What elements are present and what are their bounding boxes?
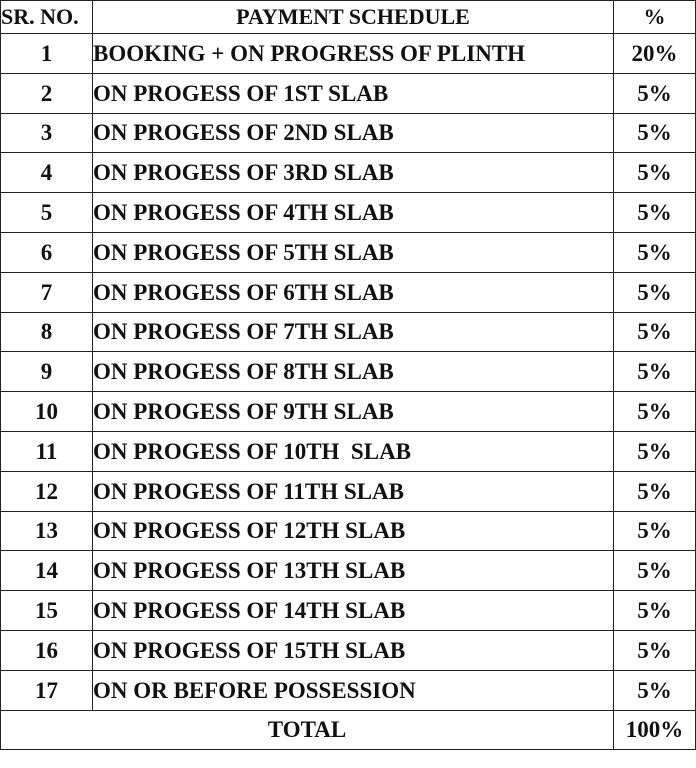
table-row: [1, 591, 696, 631]
row-description: BOOKING + ON PROGRESS OF PLINTH: [93, 34, 614, 74]
table-row: [1, 551, 696, 591]
row-percent: 5%: [614, 591, 696, 631]
table-row: [1, 113, 696, 153]
row-description: ON PROGESS OF 7TH SLAB: [93, 312, 614, 352]
header-percent: %: [614, 1, 696, 34]
row-percent: 5%: [614, 73, 696, 113]
header-row: [1, 1, 696, 34]
row-sr-no: 17: [1, 670, 93, 710]
table-row: [1, 232, 696, 272]
row-sr-no: 10: [1, 392, 93, 432]
row-sr-no: 3: [1, 113, 93, 153]
table-row: [1, 670, 696, 710]
row-percent: 5%: [614, 113, 696, 153]
row-sr-no: 14: [1, 551, 93, 591]
row-percent: 5%: [614, 431, 696, 471]
row-sr-no: 9: [1, 352, 93, 392]
row-percent: 5%: [614, 670, 696, 710]
row-description: ON PROGESS OF 15TH SLAB: [93, 630, 614, 670]
row-description: ON PROGESS OF 6TH SLAB: [93, 272, 614, 312]
total-percent: 100%: [614, 710, 696, 749]
row-sr-no: 4: [1, 153, 93, 193]
row-description: ON PROGESS OF 14TH SLAB: [93, 591, 614, 631]
row-percent: 5%: [614, 193, 696, 233]
table-row: [1, 511, 696, 551]
row-percent: 5%: [614, 312, 696, 352]
row-description: ON PROGESS OF 1ST SLAB: [93, 73, 614, 113]
table-row: [1, 312, 696, 352]
row-description: ON PROGESS OF 3RD SLAB: [93, 153, 614, 193]
row-description: ON PROGESS OF 10TH SLAB: [93, 431, 614, 471]
row-sr-no: 11: [1, 431, 93, 471]
header-sr-no: SR. NO.: [1, 1, 93, 34]
row-description: ON PROGESS OF 2ND SLAB: [93, 113, 614, 153]
table-row: [1, 352, 696, 392]
row-description: ON PROGESS OF 13TH SLAB: [93, 551, 614, 591]
table-header: [1, 1, 696, 34]
table-row: [1, 431, 696, 471]
row-sr-no: 15: [1, 591, 93, 631]
row-sr-no: 12: [1, 471, 93, 511]
row-sr-no: 7: [1, 272, 93, 312]
row-description: ON PROGESS OF 9TH SLAB: [93, 392, 614, 432]
row-description: ON PROGESS OF 8TH SLAB: [93, 352, 614, 392]
row-description: ON PROGESS OF 4TH SLAB: [93, 193, 614, 233]
total-label: TOTAL: [1, 710, 614, 749]
row-sr-no: 6: [1, 232, 93, 272]
row-percent: 5%: [614, 511, 696, 551]
table-row: [1, 193, 696, 233]
row-percent: 5%: [614, 232, 696, 272]
row-percent: 5%: [614, 471, 696, 511]
row-percent: 5%: [614, 153, 696, 193]
row-description: ON PROGESS OF 12TH SLAB: [93, 511, 614, 551]
header-payment-schedule: PAYMENT SCHEDULE: [93, 1, 614, 34]
table-row: [1, 272, 696, 312]
total-row: [1, 710, 696, 749]
row-percent: 20%: [614, 34, 696, 74]
row-sr-no: 16: [1, 630, 93, 670]
table-row: [1, 471, 696, 511]
row-percent: 5%: [614, 392, 696, 432]
table-body: [1, 34, 696, 750]
table-row: [1, 630, 696, 670]
row-percent: 5%: [614, 352, 696, 392]
row-sr-no: 5: [1, 193, 93, 233]
row-sr-no: 1: [1, 34, 93, 74]
row-sr-no: 13: [1, 511, 93, 551]
table-row: [1, 153, 696, 193]
table-row: [1, 34, 696, 74]
row-description: ON OR BEFORE POSSESSION: [93, 670, 614, 710]
row-percent: 5%: [614, 272, 696, 312]
row-description: ON PROGESS OF 11TH SLAB: [93, 471, 614, 511]
table-row: [1, 392, 696, 432]
row-description: ON PROGESS OF 5TH SLAB: [93, 232, 614, 272]
row-sr-no: 8: [1, 312, 93, 352]
row-sr-no: 2: [1, 73, 93, 113]
row-percent: 5%: [614, 630, 696, 670]
row-percent: 5%: [614, 551, 696, 591]
table-row: [1, 73, 696, 113]
